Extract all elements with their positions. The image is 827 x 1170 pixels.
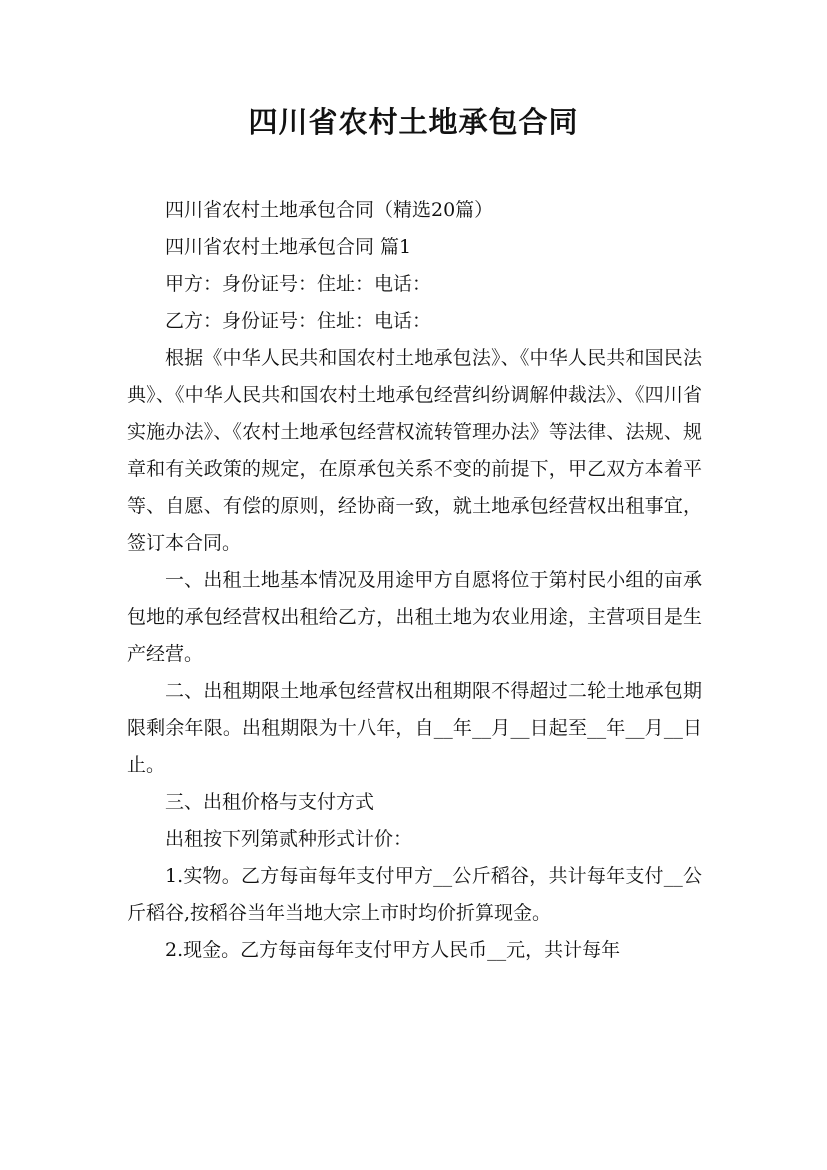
- paragraph-option-1: 1.实物。乙方每亩每年支付甲方__公斤稻谷，共计每年支付__公斤稻谷,按稻谷当年当地大宗上市时均价折算现金。: [127, 865, 702, 924]
- document-body: [127, 192, 702, 969]
- paragraph-option-2: 2.现金。乙方每亩每年支付甲方人民币__元，共计每年: [165, 939, 621, 961]
- paragraph-clause-3: 三、出租价格与支付方式: [165, 791, 375, 813]
- paragraph-subtitle: 四川省农村土地承包合同（精选20篇）: [165, 199, 494, 221]
- paragraph-clause-1: 一、出租土地基本情况及用途甲方自愿将位于第村民小组的亩承包地的承包经营权出租给乙方，出租土地为农业用途，主营项目是生产经营。: [127, 569, 702, 665]
- paragraph-preamble: 根据《中华人民共和国农村土地承包法》、《中华人民共和国民法典》、《中华人民共和国农村土地承包经营纠纷调解仲裁法》、《四川省实施办法》、《农村土地承包经营权流转管理办法》等法律、法规、规章和有关政策的规定，在原承包关系不变的前提下，甲乙双方本着平等、自愿、有偿的原则，经协商一致，就土地承包经营权出租事宜，签订本合同。: [127, 347, 702, 554]
- paragraph-party-b: 乙方：身份证号：住址：电话：: [165, 310, 432, 332]
- paragraph-clause-2: 二、出租期限土地承包经营权出租期限不得超过二轮土地承包期限剩余年限。出租期限为十八年，自__年__月__日起至__年__月__日止。: [127, 680, 702, 776]
- paragraph-party-a: 甲方：身份证号：住址：电话：: [165, 273, 432, 295]
- document-title: 四川省农村土地承包合同: [248, 105, 579, 139]
- paragraph-heading: 四川省农村土地承包合同 篇1: [165, 236, 412, 258]
- paragraph-pricing-form: 出租按下列第贰种形式计价：: [165, 828, 413, 850]
